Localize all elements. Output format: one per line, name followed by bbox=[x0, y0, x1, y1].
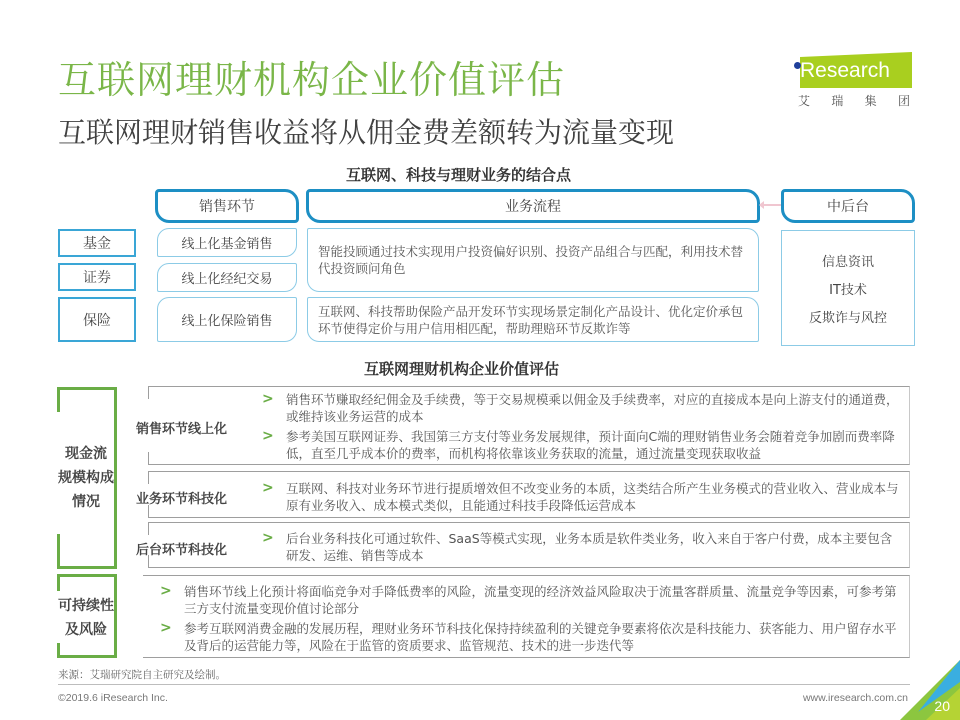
sales-item-brokerage bbox=[157, 263, 297, 292]
page-number: 20 bbox=[934, 698, 950, 714]
risk-label-line: 及风险 bbox=[65, 622, 107, 638]
logo-cn-char: 艾 bbox=[798, 94, 811, 108]
chevron-right-icon: > bbox=[262, 480, 274, 496]
sales-item-label: 线上化保险销售 bbox=[181, 314, 273, 329]
iresearch-logo bbox=[792, 52, 916, 110]
logo-cn-char: 团 bbox=[897, 94, 910, 108]
section2-title: 互联网理财机构企业价值评估 bbox=[364, 360, 560, 378]
mid-office-list bbox=[781, 230, 915, 346]
logo-wordmark: Research bbox=[800, 59, 890, 82]
header-mid bbox=[781, 189, 915, 223]
chevron-right-icon: > bbox=[262, 391, 274, 407]
cashflow-label-line: 情况 bbox=[72, 494, 100, 510]
sales-item-insurance bbox=[157, 297, 297, 342]
cashflow-label-line: 现金流 bbox=[65, 446, 107, 462]
page-title: 互联网理财机构企业价值评估 bbox=[58, 58, 566, 102]
logo-cn-char: 瑞 bbox=[831, 94, 844, 108]
row-label: 后台环节科技化 bbox=[136, 543, 228, 558]
mid-item: 反欺诈与风控 bbox=[808, 310, 887, 326]
flow-item-text: 智能投顾通过技术实现用户投资偏好识别、投资产品组合与匹配，利用技术替代投资顾问角色 bbox=[318, 244, 744, 276]
copyright: ©2019.6 iResearch Inc. bbox=[58, 692, 168, 704]
risk-label bbox=[50, 594, 122, 642]
page-corner-decoration bbox=[900, 660, 960, 720]
risk-label-line: 可持续性 bbox=[58, 598, 114, 614]
bullet-item bbox=[262, 428, 902, 462]
sales-item-label: 线上化基金销售 bbox=[181, 237, 273, 252]
category-securities bbox=[58, 263, 136, 291]
bullet-item bbox=[160, 583, 904, 617]
header-sales bbox=[155, 189, 299, 223]
header-flow bbox=[306, 189, 760, 223]
footer-divider bbox=[58, 684, 910, 685]
bullet-text: 后台业务科技化可通过软件、SaaS等模式实现，业务本质是软件类业务，收入来自于客户付费，成本主要包含研发、运维、销售等成本 bbox=[286, 531, 893, 563]
chevron-right-icon: > bbox=[160, 583, 172, 599]
sales-item-fund bbox=[157, 228, 297, 257]
flow-item-insurance-tech bbox=[307, 297, 759, 342]
bullet-item bbox=[262, 391, 902, 425]
row-label: 销售环节线上化 bbox=[136, 422, 228, 437]
mid-item: 信息资讯 bbox=[821, 254, 874, 270]
bullet-text: 销售环节赚取经纪佣金及手续费，等于交易规模乘以佣金及手续费率，对应的直接成本是向上游支付的通道费，或维持该业务运营的成本 bbox=[286, 392, 899, 424]
chevron-right-icon: > bbox=[262, 428, 274, 444]
source-note: 来源：艾瑞研究院自主研究及绘制。 bbox=[58, 669, 226, 681]
category-insurance bbox=[58, 297, 136, 342]
cashflow-label bbox=[50, 442, 122, 514]
mid-item: IT技术 bbox=[829, 282, 867, 298]
category-label: 保险 bbox=[83, 312, 111, 329]
bullet-text: 参考互联网消费金融的发展历程，理财业务环节科技化保持持续盈利的关键竞争要素将依次是科技能力、获客能力、用户留存水平及背后的运营能力等，风险在于监管的资质要求、监管规范、技术的进一步迭代等 bbox=[184, 621, 897, 653]
page-subtitle: 互联网理财销售收益将从佣金费差额转为流量变现 bbox=[58, 116, 675, 149]
category-label: 证券 bbox=[83, 270, 111, 286]
bullet-item bbox=[262, 530, 902, 564]
cashflow-label-line: 规模构成 bbox=[58, 470, 114, 486]
header-mid-label: 中后台 bbox=[827, 199, 869, 215]
header-sales-label: 销售环节 bbox=[199, 199, 255, 215]
row-label: 业务环节科技化 bbox=[136, 492, 228, 507]
bullet-item bbox=[160, 620, 904, 654]
section1-title: 互联网、科技与理财业务的结合点 bbox=[346, 166, 572, 184]
bullet-item bbox=[262, 480, 902, 514]
logo-cn-text bbox=[798, 92, 910, 109]
flow-item-text: 互联网、科技帮助保险产品开发环节实现场景定制化产品设计、优化定价承包环节使得定价与用户信用相匹配，帮助理赔环节反欺诈等 bbox=[318, 303, 744, 336]
logo-cn-char: 集 bbox=[864, 94, 877, 108]
bullet-text: 参考美国互联网证券、我国第三方支付等业务发展规律，预计面向C端的理财销售业务会随着竞争加剧而费率降低，直至几乎成本价的费率，而机构将依靠该业务获取的流量，通过流量变现获取收益 bbox=[286, 429, 895, 461]
website-link[interactable]: www.iresearch.com.cn bbox=[802, 692, 908, 704]
flow-item-robo-advisor bbox=[307, 228, 759, 292]
header-flow-label: 业务流程 bbox=[505, 199, 561, 215]
chevron-right-icon: > bbox=[262, 530, 274, 546]
sales-item-label: 线上化经纪交易 bbox=[181, 272, 273, 287]
category-fund bbox=[58, 229, 136, 257]
bullet-text: 销售环节线上化预计将面临竞争对手降低费率的风险，流量变现的经济效益风险取决于流量客群质量、流量竞争等因素，可参考第三方支付流量变现价值讨论部分 bbox=[184, 584, 897, 616]
bullet-text: 互联网、科技对业务环节进行提质增效但不改变业务的本质，这类结合所产生业务模式的营业收入、营业成本与原有业务收入、成本模式类似，且能通过科技手段降低运营成本 bbox=[286, 481, 899, 513]
chevron-right-icon: > bbox=[160, 620, 172, 636]
category-label: 基金 bbox=[83, 236, 111, 252]
left-arrow-icon bbox=[763, 204, 781, 206]
